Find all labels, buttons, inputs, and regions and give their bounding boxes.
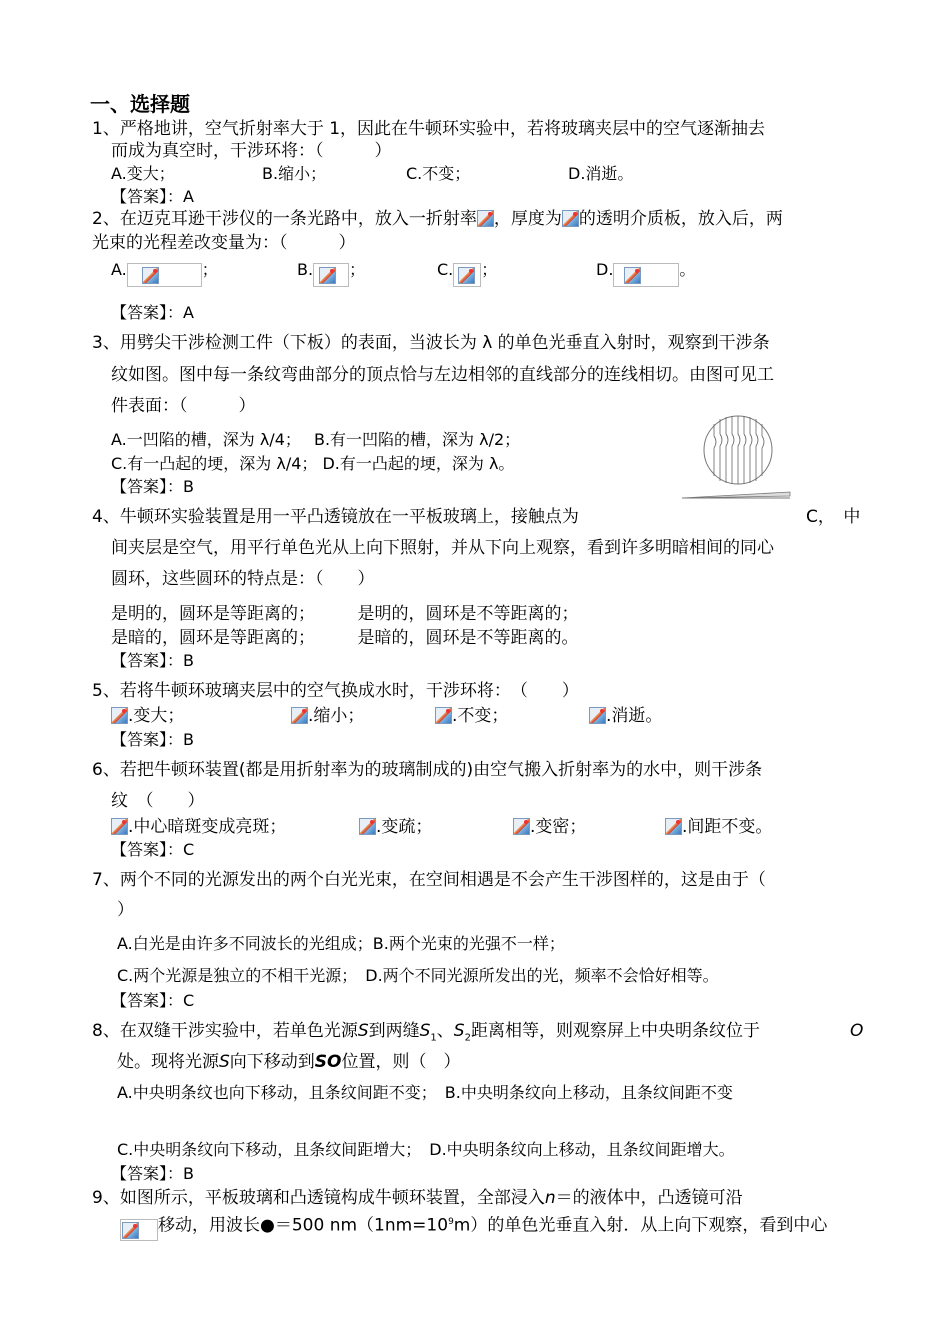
formula-image-icon	[458, 267, 475, 284]
q6-option-c-text: .变密；	[530, 817, 587, 837]
q8-symbol-o: O	[850, 1021, 864, 1041]
q8-text-b: 到两缝	[368, 1021, 420, 1041]
q8-text-c: 距离相等，则观察屏上中央明条纹位于	[470, 1021, 760, 1041]
q2-text-a: 2、在迈克耳逊干涉仪的一条光路中，放入一折射率	[92, 209, 477, 229]
q4-line2: 间夹层是空气，用平行单色光从上向下照射，并从下向上观察，看到许多明暗相间的同心	[111, 538, 774, 558]
q8-text-f: 位置，则（ ）	[341, 1052, 461, 1072]
q6-option-b-text: .变疏；	[376, 817, 433, 837]
q4-options-1: 是明的，圆环是等距离的； 是明的，圆环是不等距离的；	[111, 604, 579, 624]
q8-symbol-s2: S	[453, 1021, 465, 1041]
q8-line1	[92, 1020, 760, 1049]
q7-line2: ）	[117, 900, 134, 920]
formula-image-icon	[359, 818, 376, 835]
q9-lambda-symbol: ●	[260, 1215, 275, 1236]
formula-box	[120, 1219, 158, 1241]
q9-text-a: 9、如图所示，平板玻璃和凸透镜构成牛顿环装置，全部浸入	[92, 1188, 545, 1208]
q6-option-a-text: .中心暗斑变成亮斑；	[128, 817, 287, 837]
q9-exponent: 9	[448, 1217, 454, 1227]
q1-line1: 1、严格地讲，空气折射率大于 1，因此在牛顿环实验中，若将玻璃夹层中的空气逐渐抽去	[92, 119, 766, 139]
formula-image-icon	[111, 818, 128, 835]
q5-option-a-text: .变大；	[128, 706, 185, 726]
q3-options-ab: A.一凹陷的槽，深为 λ/4； B.有一凹陷的槽，深为 λ/2；	[111, 430, 521, 449]
q1-option-d: D.消逝。	[568, 164, 634, 183]
q6-option-a	[111, 816, 286, 838]
q8-symbol-s: S	[357, 1021, 369, 1041]
q1-answer: 【答案】：A	[111, 187, 194, 206]
q7-options-cd: C.两个光源是独立的不相干光源； D.两个不同光源所发出的光，频率不会恰好相等。	[117, 966, 719, 985]
q5-line1: 5、若将牛顿环玻璃夹层中的空气换成水时，干涉环将： （ ）	[92, 681, 579, 701]
q9-text-b: ＝的液体中，凸透镜可沿	[555, 1188, 743, 1208]
q8-options-cd: C.中央明条纹向下移动，且条纹间距增大； D.中央明条纹向上移动，且条纹间距增大。	[117, 1140, 735, 1159]
q8-symbol-s: S	[219, 1052, 230, 1072]
q2-sep: ；	[349, 260, 366, 279]
q2-option-c-label: C.	[437, 260, 454, 279]
q8-sub2: 2	[464, 1032, 471, 1044]
q4-line3: 圆环，这些圆环的特点是：（ ）	[111, 569, 375, 589]
formula-image-icon	[319, 267, 336, 284]
q4-options-2: 是暗的，圆环是等距离的； 是暗的，圆环是不等距离的。	[111, 628, 579, 648]
q9-text-c: 移动，用波长	[158, 1215, 260, 1236]
q9-symbol-n: n	[544, 1188, 556, 1208]
q9-line1	[92, 1187, 743, 1209]
q5-option-c	[435, 705, 508, 727]
formula-image-icon	[477, 210, 494, 227]
q8-text-a: 8、在双缝干涉实验中，若单色光源	[92, 1021, 358, 1041]
q6-option-d	[665, 816, 772, 838]
q9-text-d: ＝500 nm（1nm=10	[274, 1215, 449, 1236]
q5-option-c-text: .不变；	[452, 706, 509, 726]
formula-box	[453, 263, 481, 287]
q7-options-ab: A.白光是由许多不同波长的光组成；B.两个光束的光强不一样；	[117, 934, 565, 953]
q1-option-c: C.不变；	[406, 164, 471, 183]
q8-line2	[117, 1051, 461, 1073]
q2-line2: 光束的光程差改变量为：（ ）	[92, 233, 356, 253]
q6-option-c	[513, 816, 586, 838]
formula-image-icon	[111, 707, 128, 724]
q8-symbol-so: SO	[314, 1052, 342, 1072]
q6-line1: 6、若把牛顿环装置(都是用折射率为的玻璃制成的)由空气搬入折射率为的水中，则干涉条	[92, 760, 763, 780]
q7-answer: 【答案】：C	[111, 991, 195, 1010]
section-title: 一、选择题	[90, 92, 190, 116]
q8-options-ab: A.中央明条纹也向下移动，且条纹间距不变； B.中央明条纹向上移动，且条纹间距不变	[117, 1083, 733, 1102]
q8-sep: 、	[436, 1021, 454, 1041]
q2-sep: ；	[201, 260, 218, 279]
q2-option-a-label: A.	[111, 260, 127, 279]
q1-line2: 而成为真空时，干涉环将：（ ）	[111, 141, 392, 161]
q4-answer: 【答案】：B	[111, 651, 194, 670]
q8-text-e: 向下移动到	[229, 1052, 315, 1072]
q9-text-e: m）的单色光垂直入射．从上向下观察，看到中心	[453, 1215, 828, 1236]
q2-sep: ；	[481, 260, 498, 279]
q5-option-d-text: .消逝。	[606, 706, 663, 726]
q2-end: 。	[679, 260, 696, 279]
q6-option-d-text: .间距不变。	[682, 817, 773, 837]
q5-option-b-text: .缩小；	[308, 706, 365, 726]
formula-image-icon	[665, 818, 682, 835]
q2-text-b: ，厚度为	[493, 209, 562, 229]
q6-option-b	[359, 816, 432, 838]
q2-line1	[92, 208, 783, 230]
q8-answer: 【答案】：B	[111, 1164, 194, 1183]
q8-symbol-s1: S	[419, 1021, 431, 1041]
q7-line1: 7、两个不同的光源发出的两个白光光束，在空间相遇是不会产生干涉图样的，这是由于（	[92, 870, 766, 890]
q9-line2	[120, 1211, 827, 1241]
formula-image-icon	[122, 1222, 139, 1239]
q3-line1: 3、用劈尖干涉检测工件（下板）的表面，当波长为 λ 的单色光垂直入射时，观察到干涉条	[92, 333, 770, 353]
q2-text-c: 的透明介质板，放入后，两	[578, 209, 783, 229]
formula-image-icon	[589, 707, 606, 724]
q2-option-d-label: D.	[596, 260, 614, 279]
q6-answer: 【答案】：C	[111, 840, 195, 859]
formula-box	[613, 263, 679, 287]
wedge-interference-figure	[680, 412, 792, 502]
q2-option-b-label: B.	[297, 260, 314, 279]
q1-option-b: B.缩小；	[262, 164, 327, 183]
q8-sub1: 1	[430, 1032, 437, 1044]
q3-line3: 件表面：（ ）	[111, 396, 256, 416]
formula-image-icon	[142, 267, 159, 284]
q3-answer: 【答案】：B	[111, 477, 194, 496]
q8-text-d: 处。现将光源	[117, 1052, 219, 1072]
q4-line1a: 4、牛顿环实验装置是用一平凸透镜放在一平板玻璃上，接触点为	[92, 507, 579, 527]
formula-box	[313, 263, 349, 287]
formula-image-icon	[562, 210, 579, 227]
q1-option-a: A.变大；	[111, 164, 175, 183]
q2-option-a	[111, 259, 218, 287]
q3-line2: 纹如图。图中每一条纹弯曲部分的顶点恰与左边相邻的直线部分的连线相切。由图可见工	[111, 365, 774, 385]
q5-answer: 【答案】：B	[111, 730, 194, 749]
q2-option-c	[437, 259, 497, 287]
q2-option-d	[596, 259, 695, 287]
formula-box	[127, 263, 202, 287]
q3-options-cd: C.有一凸起的埂，深为 λ/4； D.有一凸起的埂，深为 λ。	[111, 454, 515, 473]
q5-option-a	[111, 705, 184, 727]
q5-option-d	[589, 705, 662, 727]
q4-line1b: C， 中	[806, 507, 861, 527]
formula-image-icon	[435, 707, 452, 724]
q6-line2: 纹 （ ）	[111, 791, 205, 811]
q2-answer: 【答案】：A	[111, 303, 194, 322]
formula-image-icon	[513, 818, 530, 835]
q2-option-b	[297, 259, 365, 287]
q5-option-b	[291, 705, 364, 727]
formula-image-icon	[291, 707, 308, 724]
formula-image-icon	[624, 267, 641, 284]
